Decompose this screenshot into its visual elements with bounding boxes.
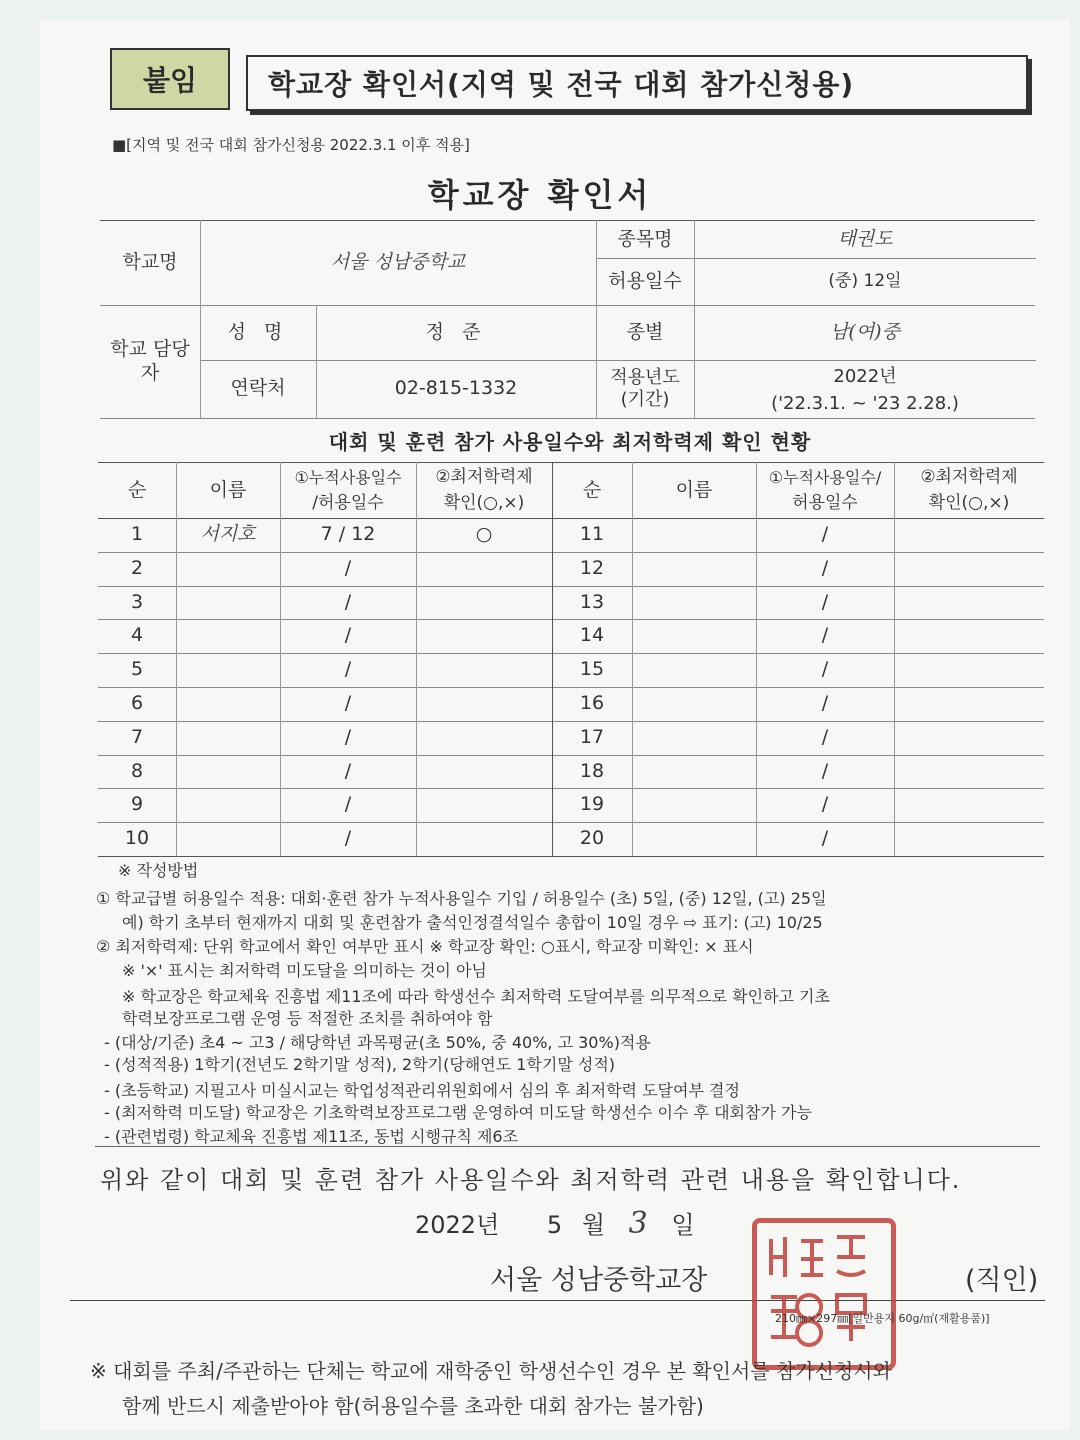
row-days: / [821,692,829,715]
row-seq: 4 [130,624,144,647]
row-seq: 19 [579,793,605,816]
date-day-unit: 일 [671,1211,695,1239]
row-check [894,619,1044,653]
row-days: / [344,827,352,850]
signer-name: 서울 성남중학교장 [490,1265,708,1296]
row-seq: 12 [579,556,605,579]
row-check [894,586,1044,620]
row-days: 7 / 12 [320,523,376,546]
row-seq: 8 [130,759,144,782]
row-days: / [821,556,829,579]
header-name: 이름 [209,479,247,502]
seal-pattern-icon [757,1223,881,1355]
info-line [100,418,1035,419]
row-seq: 14 [579,624,605,647]
row-name [632,788,756,822]
header-seq: 순 [127,479,147,502]
header-title: 학교장 확인서(지역 및 전국 대회 참가신청용) [246,55,1028,111]
table-top-border [98,462,1044,463]
header-days-right-1: ①누적사용일수/ [768,468,882,487]
row-days: / [344,658,352,681]
row-name [632,687,756,721]
year-value: 2022년 [833,365,897,387]
application-note: ■[지역 및 전국 대회 참가신청용 2022.3.1 이후 적용] [112,136,470,154]
confirmation-statement: 위와 같이 대회 및 훈련 참가 사용일수와 최저학력 관련 내용을 확인합니다. [100,1166,962,1194]
school-label: 학교명 [122,251,178,274]
row-name: 서지호 [200,523,256,546]
row-name [632,619,756,653]
section-title: 대회 및 훈련 참가 사용일수와 최저학력제 확인 현황 [328,430,812,454]
row-seq: 15 [579,658,605,681]
row-check [894,518,1044,552]
row-days: / [821,827,829,850]
row-name [176,788,280,822]
method-line: - (관련법령) 학교체육 진흥법 제11조, 동법 시행규칙 제6조 [104,1127,519,1146]
row-seq: 9 [130,793,144,816]
row-name [176,552,280,586]
paper-spec: 210㎜×297㎜[일반용지 60g/㎡(재활용품)] [775,1312,990,1325]
row-name [176,721,280,755]
contact-value: 02-815-1332 [394,377,518,400]
method-line: - (초등학교) 지필고사 미실시교는 학업성적관리위원회에서 심의 후 최저학력 도달여부 결정 [104,1081,740,1100]
row-seq: 16 [579,692,605,715]
date-month: 5 [546,1211,563,1239]
row-seq: 7 [130,725,144,748]
row-seq: 10 [124,827,150,850]
row-name [176,755,280,789]
row-name [632,653,756,687]
manager-label: 학교 담당자 [110,338,190,384]
method-line: - (최저학력 미도달) 학교장은 기초학력보장프로그램 운영하여 미도달 학생선수 이수 후 대회참가 가능 [104,1103,812,1122]
row-name [632,755,756,789]
row-check [416,552,552,586]
row-name [632,586,756,620]
row-days: / [821,759,829,782]
row-seq: 11 [579,523,605,546]
row-name [176,653,280,687]
row-days: / [344,725,352,748]
method-line: ② 최저학력제: 단위 학교에서 확인 여부만 표시 ※ 학교장 확인: ○표시, 학교장 미확인: × 표시 [96,937,754,956]
row-check [416,687,552,721]
date-year: 2022년 [415,1211,500,1239]
row-name [632,822,756,856]
gender-label: 종별 [626,321,664,344]
row-check [416,788,552,822]
row-check [416,619,552,653]
row-days: / [344,590,352,613]
row-check [894,721,1044,755]
footer-note-2: 함께 반드시 제출받아야 함(허용일수를 초과한 대회 참가는 불가함) [122,1394,704,1418]
method-line: - (대상/기준) 초4 ~ 고3 / 해당학년 과목평균(초 50%, 중 40%, 고 30%)적용 [104,1033,651,1052]
row-days: / [821,590,829,613]
header-seq-right: 순 [582,479,602,502]
row-days: / [344,793,352,816]
period-value: ('22.3.1. ~ '23 2.28.) [771,392,959,414]
row-check [894,687,1044,721]
row-name [176,822,280,856]
header-check-1: ②최저학력제 [435,467,533,488]
row-check [894,755,1044,789]
info-top-border [100,220,1035,221]
row-days: / [344,692,352,715]
days-value: (중) 12일 [828,271,902,292]
header-name-right: 이름 [675,479,713,502]
info-line [596,258,1036,259]
date-day: 3 [628,1206,648,1241]
official-seal-label: (직인) [965,1265,1039,1296]
row-seq: 17 [579,725,605,748]
name-label: 성 명 [227,321,289,344]
row-check [416,586,552,620]
table-bottom-border [98,856,1044,857]
method-title: ※ 작성방법 [118,861,199,880]
sport-label: 종목명 [617,228,673,251]
method-bottom-border [95,1146,1040,1147]
row-seq: 13 [579,590,605,613]
row-days: / [344,624,352,647]
row-days: / [821,624,829,647]
issue-date [415,1205,695,1241]
header-check-2: 확인(○,×) [443,493,525,514]
row-days: / [821,725,829,748]
method-line: ※ 학교장은 학교체육 진흥법 제11조에 따라 학생선수 최저학력 도달여부를 의무적으로 확인하고 기초 [122,987,830,1006]
method-line: ① 학교급별 허용일수 적용: 대회·훈련 참가 누적사용일수 기입 / 허용일수 (초) 5일, (중) 12일, (고) 25일 [96,889,827,908]
official-seal-stamp [752,1218,896,1370]
row-check [416,653,552,687]
row-check [416,755,552,789]
method-line: 학력보장프로그램 운영 등 적절한 조치를 취하여야 함 [122,1009,493,1028]
footer-note-1: ※ 대회를 주최/주관하는 단체는 학교에 재학중인 학생선수인 경우 본 확인서를 참가신청시와 [90,1359,892,1383]
document-title: 학교장 확인서 [427,176,653,214]
row-name [632,552,756,586]
header-days-right-2: 허용일수 [792,493,858,514]
row-check: ○ [475,523,493,546]
header-check-right-1: ②최저학력제 [920,467,1018,488]
row-check [894,788,1044,822]
header-check-right-2: 확인(○,×) [928,493,1010,514]
row-seq: 18 [579,759,605,782]
attachment-tag: 붙임 [110,48,230,110]
row-check [894,822,1044,856]
row-check [416,721,552,755]
row-check [894,552,1044,586]
row-seq: 2 [130,556,144,579]
header-days-2: /허용일수 [312,493,384,514]
row-seq: 3 [130,590,144,613]
row-name [632,721,756,755]
row-seq: 6 [130,692,144,715]
row-seq: 20 [579,827,605,850]
row-seq: 5 [130,658,144,681]
row-days: / [344,556,352,579]
sport-value: 태권도 [837,228,893,251]
row-name [176,586,280,620]
method-line: ※ '×' 표시는 최저학력 미도달을 의미하는 것이 아님 [122,961,487,980]
row-seq: 1 [130,523,144,546]
row-days: / [821,658,829,681]
contact-label: 연락처 [230,377,286,400]
name-value: 정 준 [425,321,487,344]
row-name [176,619,280,653]
header-days-1: ①누적사용일수 [294,468,402,487]
days-label: 허용일수 [608,270,682,293]
year-label: 적용년도 (기간) [610,366,680,410]
school-value: 서울 성남중학교 [330,251,466,274]
method-line: 예) 학기 초부터 현재까지 대회 및 훈련참가 출석인정결석일수 총합이 10일 경우 ⇨ 표기: (고) 10/25 [122,913,823,932]
footer-divider [70,1300,1045,1301]
method-line: - (성적적용) 1학기(전년도 2학기말 성적), 2학기(당해연도 1학기말 성적) [104,1055,616,1074]
row-name [176,687,280,721]
row-days: / [344,759,352,782]
row-check [894,653,1044,687]
row-check [416,822,552,856]
row-days: / [821,523,829,546]
row-days: / [821,793,829,816]
date-month-unit: 월 [581,1211,606,1239]
row-name [632,518,756,552]
gender-value: 남(여)중 [830,321,900,344]
